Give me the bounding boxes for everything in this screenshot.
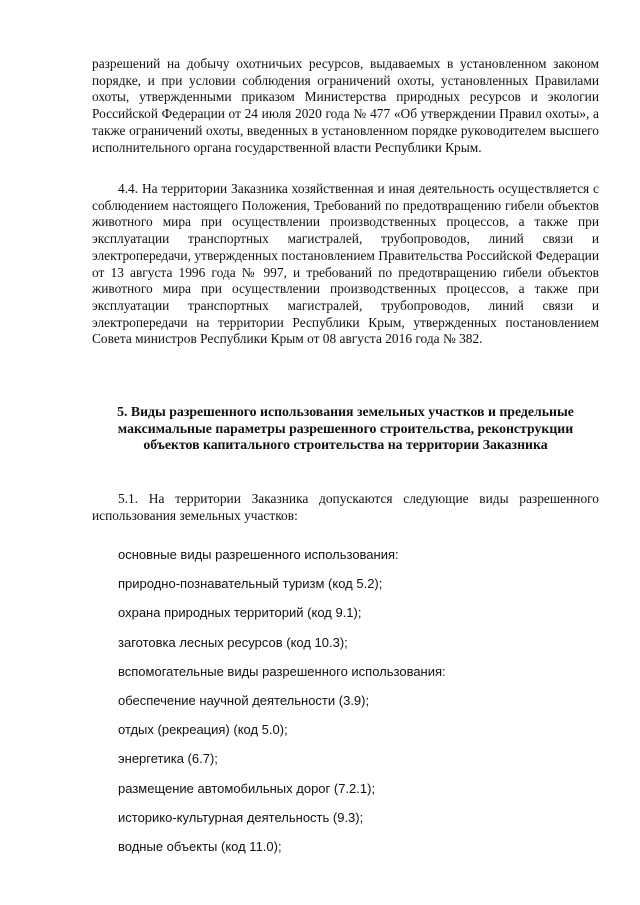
list-item: основные виды разрешенного использования: [118, 547, 399, 562]
paragraph-text: 4.4. На территории Заказника хозяйственная и иная деятельность осуществляется с соблюдением настоящего Положения, Требований по предотвращению гибели объектов животного мира при осуществлении производственных процессов, а также при эксплуатации транспортных магистралей, трубопроводов, линий связи и электропередачи, утвержденных постановлением Правительства Российской Федерации от 13 августа 1996 года № 997, и требований по предотвращению гибели объектов животного мира при осуществлении производственных процессов, а также при эксплуатации транспортных магистралей, трубопроводов, линий связи и электропередачи на территории Республики Крым, утвержденных постановлением Совета министров Республики Крым от 08 августа 2016 года № 382. [92, 181, 599, 347]
paragraph-5-1 [92, 491, 599, 524]
paragraph-hunting-restrictions [92, 56, 599, 156]
paragraph-text: 5.1. На территории Заказника допускаются следующие виды разрешенного использования земельных участков: [92, 491, 599, 523]
list-item: историко-культурная деятельность (9.3); [118, 809, 364, 825]
list-item: обеспечение научной деятельности (3.9); [118, 692, 370, 708]
paragraph-4-4 [92, 181, 599, 348]
list-item: размещение автомобильных дорог (7.2.1); [118, 780, 376, 796]
section-5-heading: 5. Виды разрешенного использования земельных участков и предельные максимальные параметры разрешенного строительства, реконструкции объектов капитального строительства на территории Заказника [117, 404, 574, 453]
list-item: водные объекты (код 11.0); [118, 838, 282, 854]
list-item: энергетика (6.7); [118, 751, 218, 767]
list-item: вспомогательные виды разрешенного использования: [118, 663, 446, 679]
list-item: отдых (рекреация) (код 5.0); [118, 722, 288, 738]
list-item: природно-познавательный туризм (код 5.2); [118, 576, 383, 592]
list-item: охрана природных территорий (код 9.1); [118, 605, 362, 621]
permitted-uses-list [118, 540, 446, 861]
list-item: заготовка лесных ресурсов (код 10.3); [118, 634, 348, 650]
paragraph-text: разрешений на добычу охотничьих ресурсов, выдаваемых в установленном законом порядке, и при условии соблюдения ограничений охоты, установленных Правилами охоты, утвержденными приказом Министерства природных ресурсов и экологии Российской Федерации от 24 июля 2020 года № 477 «Об утверждении Правил охоты», а также ограничений охоты, введенных в установленном порядке руководителем высшего исполнительного органа государственной власти Республики Крым. [92, 56, 599, 155]
